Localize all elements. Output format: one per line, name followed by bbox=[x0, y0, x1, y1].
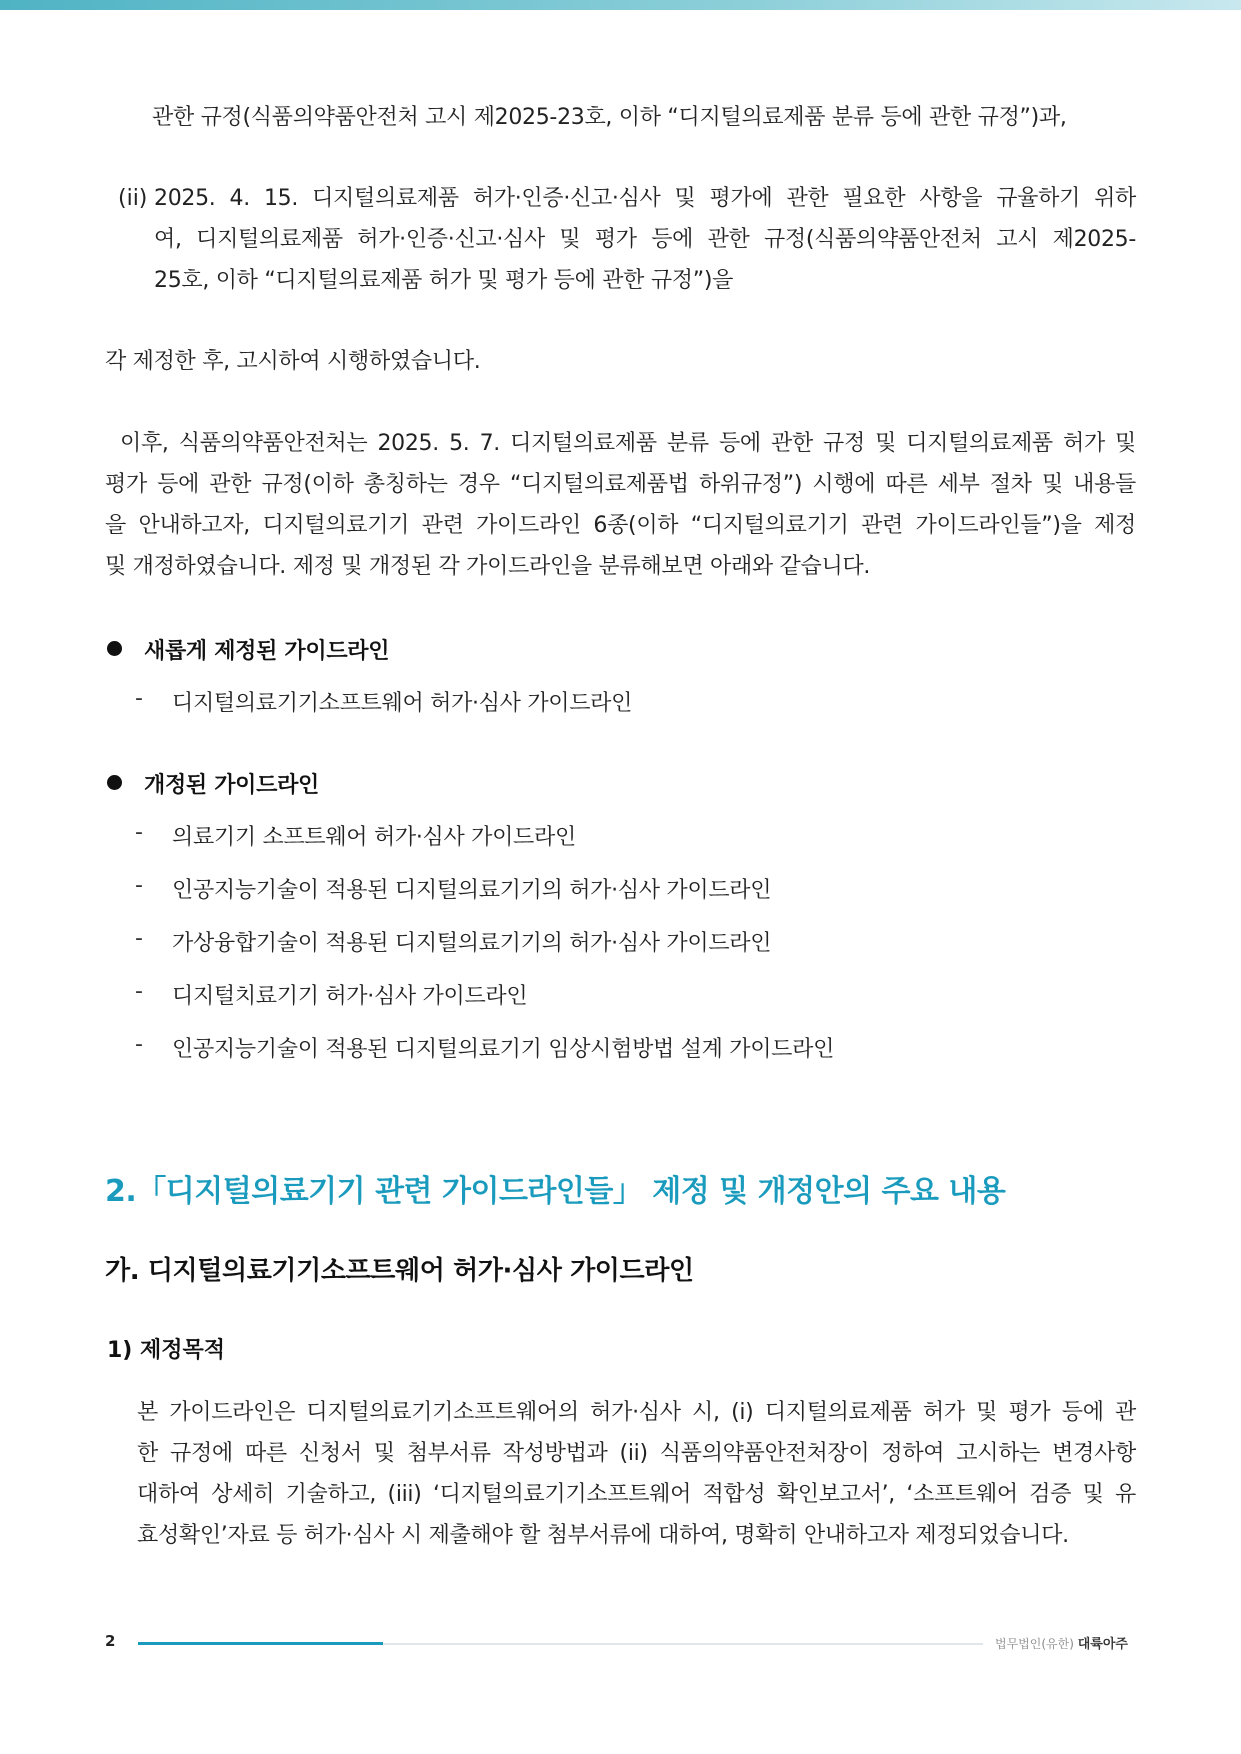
top-accent-bar bbox=[0, 0, 1241, 10]
new-guidelines-title: 새롭게 제정된 가이드라인 bbox=[144, 639, 390, 664]
bullet-dot-icon bbox=[107, 775, 122, 790]
purpose-line: 본 가이드라인은 디지털의료기기소프트웨어의 허가·심사 시, (i) 디지털의료제품 허가 및 평가 등에 관 bbox=[137, 1400, 1136, 1425]
intro-conclusion: 각 제정한 후, 고시하여 시행하였습니다. bbox=[105, 349, 481, 374]
page-number: 2 bbox=[105, 1632, 116, 1650]
item-ii-line: 여, 디지털의료제품 허가·인증·신고·심사 및 평가 등에 관한 규정(식품의약품안전처 고시 제2025- bbox=[154, 227, 1136, 252]
item-ii-marker: (ii) bbox=[118, 186, 148, 211]
purpose-line: 한 규정에 따른 신청서 및 첨부서류 작성방법과 (ii) 식품의약품안전처장이 정하여 고시하는 변경사항 bbox=[137, 1441, 1136, 1466]
revised-guideline-item: 디지털치료기기 허가·심사 가이드라인 bbox=[172, 984, 528, 1009]
dash-marker: - bbox=[135, 979, 143, 1004]
new-guideline-item: 디지털의료기기소프트웨어 허가·심사 가이드라인 bbox=[172, 691, 633, 716]
paragraph-line: 및 개정하였습니다. 제정 및 개정된 각 가이드라인을 분류해보면 아래와 같습니다. bbox=[105, 554, 871, 579]
intro-continuation: 관한 규정(식품의약품안전처 고시 제2025-23호, 이하 “디지털의료제품 분류 등에 관한 규정”)과, bbox=[152, 105, 1067, 130]
firm-prefix: 법무법인(유한) bbox=[995, 1637, 1074, 1651]
paragraph-line: 을 안내하고자, 디지털의료기기 관련 가이드라인 6종(이하 “디지털의료기기 관련 가이드라인들”)을 제정 bbox=[105, 513, 1136, 538]
firm-brand: 대륙아주 bbox=[1077, 1637, 1128, 1652]
revised-guideline-item: 의료기기 소프트웨어 허가·심사 가이드라인 bbox=[172, 825, 576, 850]
purpose-line: 효성확인’자료 등 허가·심사 시 제출해야 할 첨부서류에 대하여, 명확히 안내하고자 제정되었습니다. bbox=[137, 1523, 1069, 1548]
purpose-heading: 1) 제정목적 bbox=[107, 1338, 226, 1363]
purpose-line: 대하여 상세히 기술하고, (iii) ‘디지털의료기기소프트웨어 적합성 확인보고서’, ‘소프트웨어 검증 및 유 bbox=[137, 1482, 1136, 1507]
footer-divider-accent bbox=[138, 1642, 383, 1645]
item-ii-line: 25호, 이하 “디지털의료제품 허가 및 평가 등에 관한 규정”)을 bbox=[154, 268, 734, 293]
revised-guideline-item: 인공지능기술이 적용된 디지털의료기기의 허가·심사 가이드라인 bbox=[172, 878, 772, 903]
dash-marker: - bbox=[135, 1032, 143, 1057]
bullet-dot-icon bbox=[107, 641, 122, 656]
revised-guideline-item: 인공지능기술이 적용된 디지털의료기기 임상시험방법 설계 가이드라인 bbox=[172, 1037, 835, 1062]
section-2-heading: 2.「디지털의료기기 관련 가이드라인들」 제정 및 개정안의 주요 내용 bbox=[105, 1174, 1006, 1209]
dash-marker: - bbox=[135, 926, 143, 951]
revised-guidelines-title: 개정된 가이드라인 bbox=[144, 773, 319, 798]
dash-marker: - bbox=[135, 686, 143, 711]
item-ii-line: 2025. 4. 15. 디지털의료제품 허가·인증·신고·심사 및 평가에 관한 필요한 사항을 규율하기 위하 bbox=[154, 186, 1136, 211]
dash-marker: - bbox=[135, 820, 143, 845]
dash-marker: - bbox=[135, 873, 143, 898]
paragraph-line: 이후, 식품의약품안전처는 2025. 5. 7. 디지털의료제품 분류 등에 관한 규정 및 디지털의료제품 허가 및 bbox=[120, 431, 1136, 456]
subsection-heading: 가. 디지털의료기기소프트웨어 허가·심사 가이드라인 bbox=[105, 1256, 694, 1286]
firm-name bbox=[995, 1633, 1128, 1652]
paragraph-line: 평가 등에 관한 규정(이하 총칭하는 경우 “디지털의료제품법 하위규정”) 시행에 따른 세부 절차 및 내용들 bbox=[105, 472, 1136, 497]
revised-guideline-item: 가상융합기술이 적용된 디지털의료기기의 허가·심사 가이드라인 bbox=[172, 931, 772, 956]
